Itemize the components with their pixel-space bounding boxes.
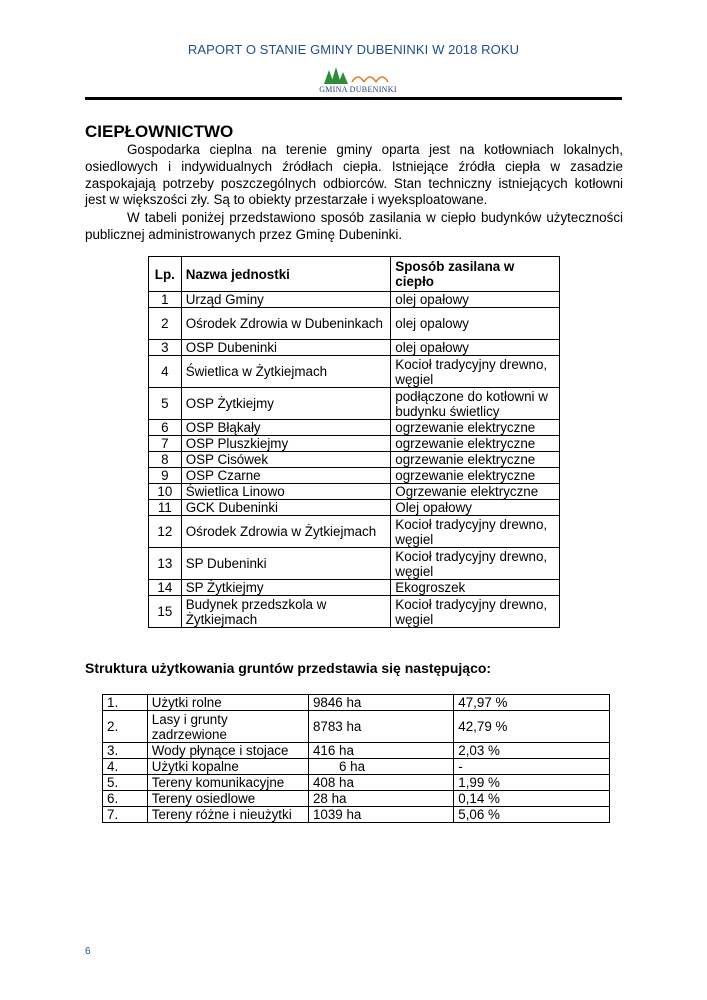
row-name: Ośrodek Zdrowia w Żytkiejmach (181, 516, 391, 548)
row-share: 42,79 % (454, 711, 610, 743)
row-lp: 9 (149, 468, 182, 484)
row-heating: ogrzewanie elektryczne (391, 420, 560, 436)
table-row (149, 596, 560, 628)
row-lp: 13 (149, 548, 182, 580)
heating-table-header (149, 257, 560, 292)
row-heating: Ogrzewanie elektryczne (391, 484, 560, 500)
row-area: 1039 ha (308, 807, 453, 823)
row-lp: 1 (149, 292, 182, 308)
row-heating: Kocioł tradycyjny drewno, węgiel (391, 548, 560, 580)
row-number: 1. (103, 695, 148, 711)
row-lp: 12 (149, 516, 182, 548)
row-lp: 7 (149, 436, 182, 452)
table-row (149, 356, 560, 388)
header-heating: Sposób zasilana w ciepło (391, 257, 560, 292)
table-row (149, 420, 560, 436)
row-number: 4. (103, 759, 148, 775)
land-use-heading: Struktura użytkowania gruntów przedstawia się następująco: (85, 660, 492, 676)
row-lp: 6 (149, 420, 182, 436)
header-lp: Lp. (149, 257, 182, 292)
row-name: Świetlica w Żytkiejmach (181, 356, 391, 388)
row-heating: ogrzewanie elektryczne (391, 468, 560, 484)
row-lp: 8 (149, 452, 182, 468)
table-row (103, 791, 610, 807)
table-row (149, 340, 560, 356)
table-row (103, 807, 610, 823)
land-use-table (102, 694, 610, 823)
row-category: Tereny różne i nieużytki (147, 807, 308, 823)
row-area: 416 ha (308, 743, 453, 759)
row-heating: Ekogroszek (391, 580, 560, 596)
table-row (149, 436, 560, 452)
heating-table-body (149, 292, 560, 628)
row-heating: ogrzewanie elektryczne (391, 436, 560, 452)
row-share: 5,06 % (454, 807, 610, 823)
row-name: OSP Żytkiejmy (181, 388, 391, 420)
table-row (149, 308, 560, 340)
header-name: Nazwa jednostki (181, 257, 391, 292)
row-share: - (454, 759, 610, 775)
row-lp: 14 (149, 580, 182, 596)
row-heating: Kocioł tradycyjny drewno, węgiel (391, 596, 560, 628)
row-heating: ogrzewanie elektryczne (391, 452, 560, 468)
heating-table (148, 256, 560, 628)
row-area: 6 ha (308, 759, 453, 775)
table-row (103, 759, 610, 775)
row-heating: Kocioł tradycyjny drewno, węgiel (391, 516, 560, 548)
row-name: Świetlica Linowo (181, 484, 391, 500)
table-row (103, 695, 610, 711)
row-lp: 3 (149, 340, 182, 356)
table-row (149, 484, 560, 500)
row-lp: 2 (149, 308, 182, 340)
row-heating: Kocioł tradycyjny drewno, węgiel (391, 356, 560, 388)
report-title: RAPORT O STANIE GMINY DUBENINKI W 2018 ROKU (187, 42, 520, 57)
row-name: SP Żytkiejmy (181, 580, 391, 596)
page-number: 6 (85, 946, 91, 957)
section-heading: CIEPŁOWNICTWO (85, 122, 234, 141)
row-category: Tereny komunikacyjne (147, 775, 308, 791)
row-name: OSP Pluszkiejmy (181, 436, 391, 452)
table-row (149, 452, 560, 468)
table-row (103, 711, 610, 743)
table-row (149, 548, 560, 580)
row-lp: 15 (149, 596, 182, 628)
row-area: 408 ha (308, 775, 453, 791)
row-lp: 11 (149, 500, 182, 516)
row-number: 6. (103, 791, 148, 807)
row-share: 0,14 % (454, 791, 610, 807)
row-share: 2,03 % (454, 743, 610, 759)
row-category: Wody płynące i stojace (147, 743, 308, 759)
row-lp: 10 (149, 484, 182, 500)
row-share: 1,99 % (454, 775, 610, 791)
row-heating: olej opalowy (391, 308, 560, 340)
row-name: OSP Dubeninki (181, 340, 391, 356)
table-row (103, 743, 610, 759)
row-area: 28 ha (308, 791, 453, 807)
row-name: OSP Błąkały (181, 420, 391, 436)
land-use-table-body (103, 695, 610, 823)
row-number: 2. (103, 711, 148, 743)
table-row (149, 500, 560, 516)
paragraph-intro: Gospodarka cieplna na terenie gminy oparta jest na kotłowniach lokalnych, osiedlowych i indywidualnych źródłach ciepła. Istniejące źródła ciepła w zasadzie zaspokajają potrzeby poszczególnych odbiorców. Stan techniczny istniejących kotłowni jest w większości zły. Są to obiekty przestarzałe i wyeksploatowane. (85, 142, 623, 208)
table-row (149, 516, 560, 548)
row-name: Urząd Gminy (181, 292, 391, 308)
row-heating: Olej opałowy (391, 500, 560, 516)
table-row (103, 775, 610, 791)
row-area: 8783 ha (308, 711, 453, 743)
row-area: 9846 ha (308, 695, 453, 711)
row-heating: olej opałowy (391, 340, 560, 356)
row-name: GCK Dubeninki (181, 500, 391, 516)
row-lp: 5 (149, 388, 182, 420)
row-name: OSP Cisówek (181, 452, 391, 468)
row-category: Użytki kopalne (147, 759, 308, 775)
row-heating: podłączone do kotłowni w budynku świetlicy (391, 388, 560, 420)
logo-text: GMINA DUBENINKI (319, 85, 397, 94)
paragraph-table-intro: W tabeli poniżej przedstawiono sposób zasilania w ciepło budynków użyteczności publicznej administrowanych przez Gminę Dubeninki. (85, 210, 623, 242)
row-name: SP Dubeninki (181, 548, 391, 580)
table-row (149, 580, 560, 596)
row-number: 5. (103, 775, 148, 791)
row-lp: 4 (149, 356, 182, 388)
row-name: Ośrodek Zdrowia w Dubeninkach (181, 308, 391, 340)
header-divider (85, 97, 622, 100)
row-category: Lasy i grunty zadrzewione (147, 711, 308, 743)
table-row (149, 388, 560, 420)
row-heating: olej opałowy (391, 292, 560, 308)
table-row (149, 292, 560, 308)
table-row (149, 468, 560, 484)
row-number: 3. (103, 743, 148, 759)
row-name: Budynek przedszkola w Żytkiejmach (181, 596, 391, 628)
row-category: Tereny osiedlowe (147, 791, 308, 807)
row-share: 47,97 % (454, 695, 610, 711)
row-name: OSP Czarne (181, 468, 391, 484)
row-number: 7. (103, 807, 148, 823)
row-category: Użytki rolne (147, 695, 308, 711)
